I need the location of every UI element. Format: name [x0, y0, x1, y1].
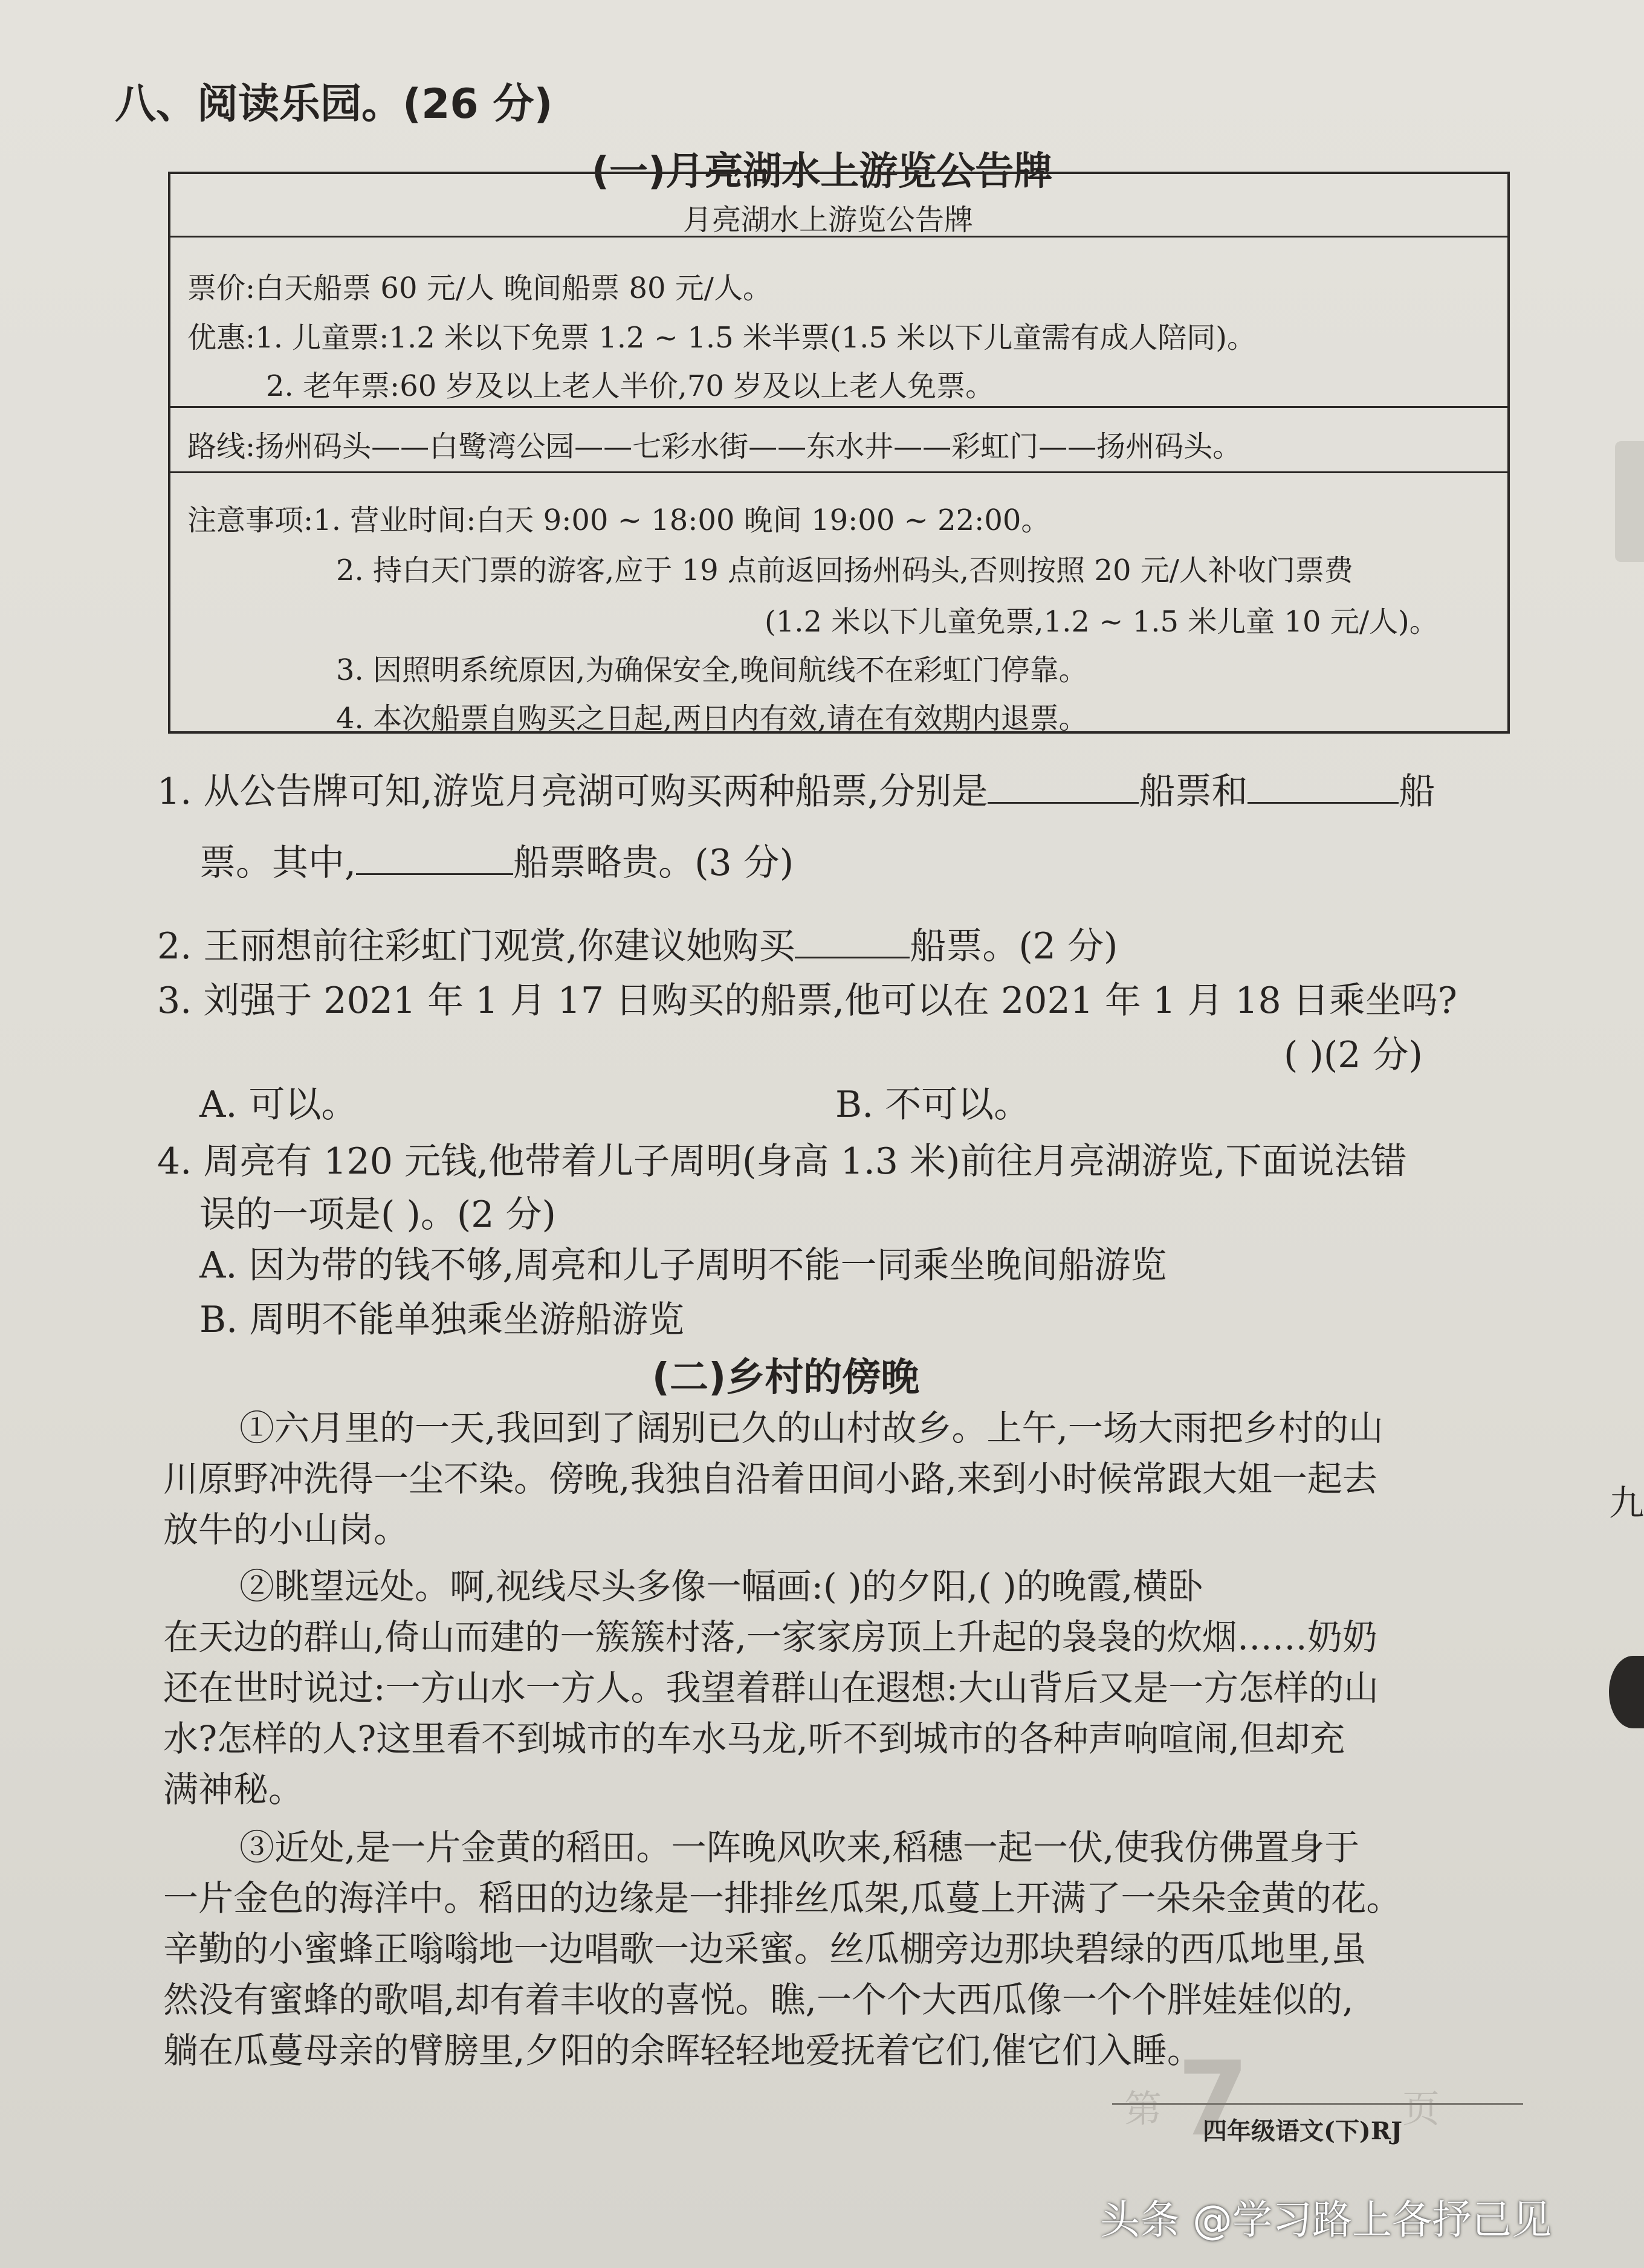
board-price: 票价:白天船票 60 元/人 晚间船票 80 元/人。	[187, 271, 772, 305]
part2-title: (二)乡村的傍晚	[652, 1355, 920, 1400]
board-divider-2	[169, 406, 1510, 408]
passage-p2-line-4: 水?怎样的人?这里看不到城市的车水马龙,听不到城市的各种声响喧闹,但却充	[163, 1718, 1345, 1759]
board-heading: 月亮湖水上游览公告牌	[683, 203, 974, 237]
book-label: 四年级语文(下)RJ	[1203, 2117, 1403, 2145]
passage-p1-line-2: 川原野冲洗得一尘不染。傍晚,我独自沿着田间小路,来到小时候常跟大姐一起去	[163, 1458, 1377, 1499]
side-tab	[1615, 441, 1644, 562]
passage-p1-line-1: ①六月里的一天,我回到了阔别已久的山村故乡。上午,一场大雨把乡村的山	[239, 1407, 1383, 1449]
board-note-3: 3. 因照明系统原因,为确保安全,晚间航线不在彩虹门停靠。	[336, 653, 1088, 687]
question-1-text-d: 票。其中,	[199, 842, 357, 884]
question-1-text-b: 船票和	[1139, 771, 1248, 813]
passage-p2-line-3: 还在世时说过:一方山水一方人。我望着群山在遐想:大山背后又是一方怎样的山	[163, 1667, 1379, 1708]
question-4-option-b[interactable]: B. 周明不能单独乘坐游船游览	[199, 1299, 685, 1341]
passage-p3-line-2: 一片金色的海洋中。稻田的边缘是一排排丝瓜架,瓜蔓上开满了一朵朵金黄的花。	[163, 1878, 1402, 1919]
page-number-prefix: 第	[1124, 2087, 1162, 2131]
question-4-option-a[interactable]: A. 因为带的钱不够,周亮和儿子周明不能一同乘坐晚间船游览	[199, 1244, 1167, 1287]
passage-p3-line-4: 然没有蜜蜂的歌唱,却有着丰收的喜悦。瞧,一个个大西瓜像一个个胖娃娃似的,	[163, 1979, 1354, 2020]
board-note-4: 4. 本次船票自购买之日起,两日内有效,请在有效期内退票。	[336, 702, 1088, 735]
board-note-2b: (1.2 米以下儿童免票,1.2 ~ 1.5 米儿童 10 元/人)。	[765, 605, 1438, 639]
question-3-option-b[interactable]: B. 不可以。	[835, 1084, 1031, 1126]
question-3: 3. 刘强于 2021 年 1 月 17 日购买的船票,他可以在 2021 年 1 月 18 日乘坐吗?	[157, 980, 1457, 1022]
question-3-answer-paren[interactable]: ( )(2 分)	[1284, 1034, 1423, 1076]
answer-blank-1c[interactable]	[356, 842, 513, 875]
passage-p3-line-3: 辛勤的小蜜蜂正嗡嗡地一边唱歌一边采蜜。丝瓜棚旁边那块碧绿的西瓜地里,虽	[163, 1928, 1367, 1969]
passage-p3-line-5: 躺在瓜蔓母亲的臂膀里,夕阳的余晖轻轻地爱抚着它们,催它们入睡。	[163, 2030, 1202, 2071]
page-number-suffix: 页	[1402, 2087, 1440, 2131]
page-number: 7	[1177, 2040, 1249, 2159]
question-2	[157, 917, 1118, 969]
board-discount-2: 2. 老年票:60 岁及以上老人半价,70 岁及以上老人免票。	[266, 369, 995, 403]
question-1-text-e: 船票略贵。(3 分)	[513, 842, 794, 884]
passage-p2-line-2: 在天边的群山,倚山而建的一簇簇村落,一家家房顶上升起的袅袅的炊烟……奶奶	[163, 1617, 1377, 1658]
question-2-text-a: 2. 王丽想前往彩虹门观赏,你建议她购买	[157, 925, 795, 968]
passage-p2-line-1: ②眺望远处。啊,视线尽头多像一幅画:( )的夕阳,( )的晚霞,横卧	[239, 1566, 1203, 1607]
question-4-line-1: 4. 周亮有 120 元钱,他带着儿子周明(身高 1.3 米)前往月亮湖游览,下面说法错	[157, 1140, 1407, 1183]
board-note-2a: 2. 持白天门票的游客,应于 19 点前返回扬州码头,否则按照 20 元/人补收门票费	[336, 554, 1353, 587]
passage-p1-line-3: 放牛的小山岗。	[163, 1509, 409, 1550]
answer-blank-1b[interactable]	[1248, 771, 1399, 804]
question-1-text-a: 1. 从公告牌可知,游览月亮湖可购买两种船票,分别是	[157, 771, 988, 813]
board-discount-1: 优惠:1. 儿童票:1.2 米以下免票 1.2 ~ 1.5 米半票(1.5 米以下儿童需有成人陪同)。	[187, 321, 1256, 355]
part1-title: (一)月亮湖水上游览公告牌	[591, 149, 1053, 194]
answer-blank-2[interactable]	[795, 925, 910, 958]
question-2-text-b: 船票。(2 分)	[910, 925, 1118, 968]
side-char: 九	[1609, 1482, 1644, 1523]
side-binding-mark	[1609, 1656, 1644, 1728]
passage-p2-line-5: 满神秘。	[163, 1769, 304, 1810]
board-note-1: 注意事项:1. 营业时间:白天 9:00 ~ 18:00 晚间 19:00 ~ 22:00。	[187, 503, 1050, 537]
board-route: 路线:扬州码头——白鹭湾公园——七彩水街——东水井——彩虹门——扬州码头。	[187, 430, 1242, 464]
answer-blank-1a[interactable]	[988, 771, 1139, 804]
question-4-line-2: 误的一项是( )。(2 分)	[199, 1194, 556, 1236]
question-1-line-1	[157, 763, 1435, 815]
passage-p3-line-1: ③近处,是一片金黄的稻田。一阵晚风吹来,稻穗一起一伏,使我仿佛置身于	[239, 1827, 1360, 1868]
question-3-option-a[interactable]: A. 可以。	[199, 1084, 358, 1126]
question-1-text-c: 船	[1399, 771, 1435, 813]
watermark: 头条 @学习路上各抒己见	[1100, 2197, 1552, 2243]
section-title: 八、阅读乐园。(26 分)	[115, 80, 553, 128]
question-1-line-2	[199, 834, 794, 886]
board-divider-3	[169, 471, 1510, 473]
footer-divider	[1112, 2103, 1523, 2105]
